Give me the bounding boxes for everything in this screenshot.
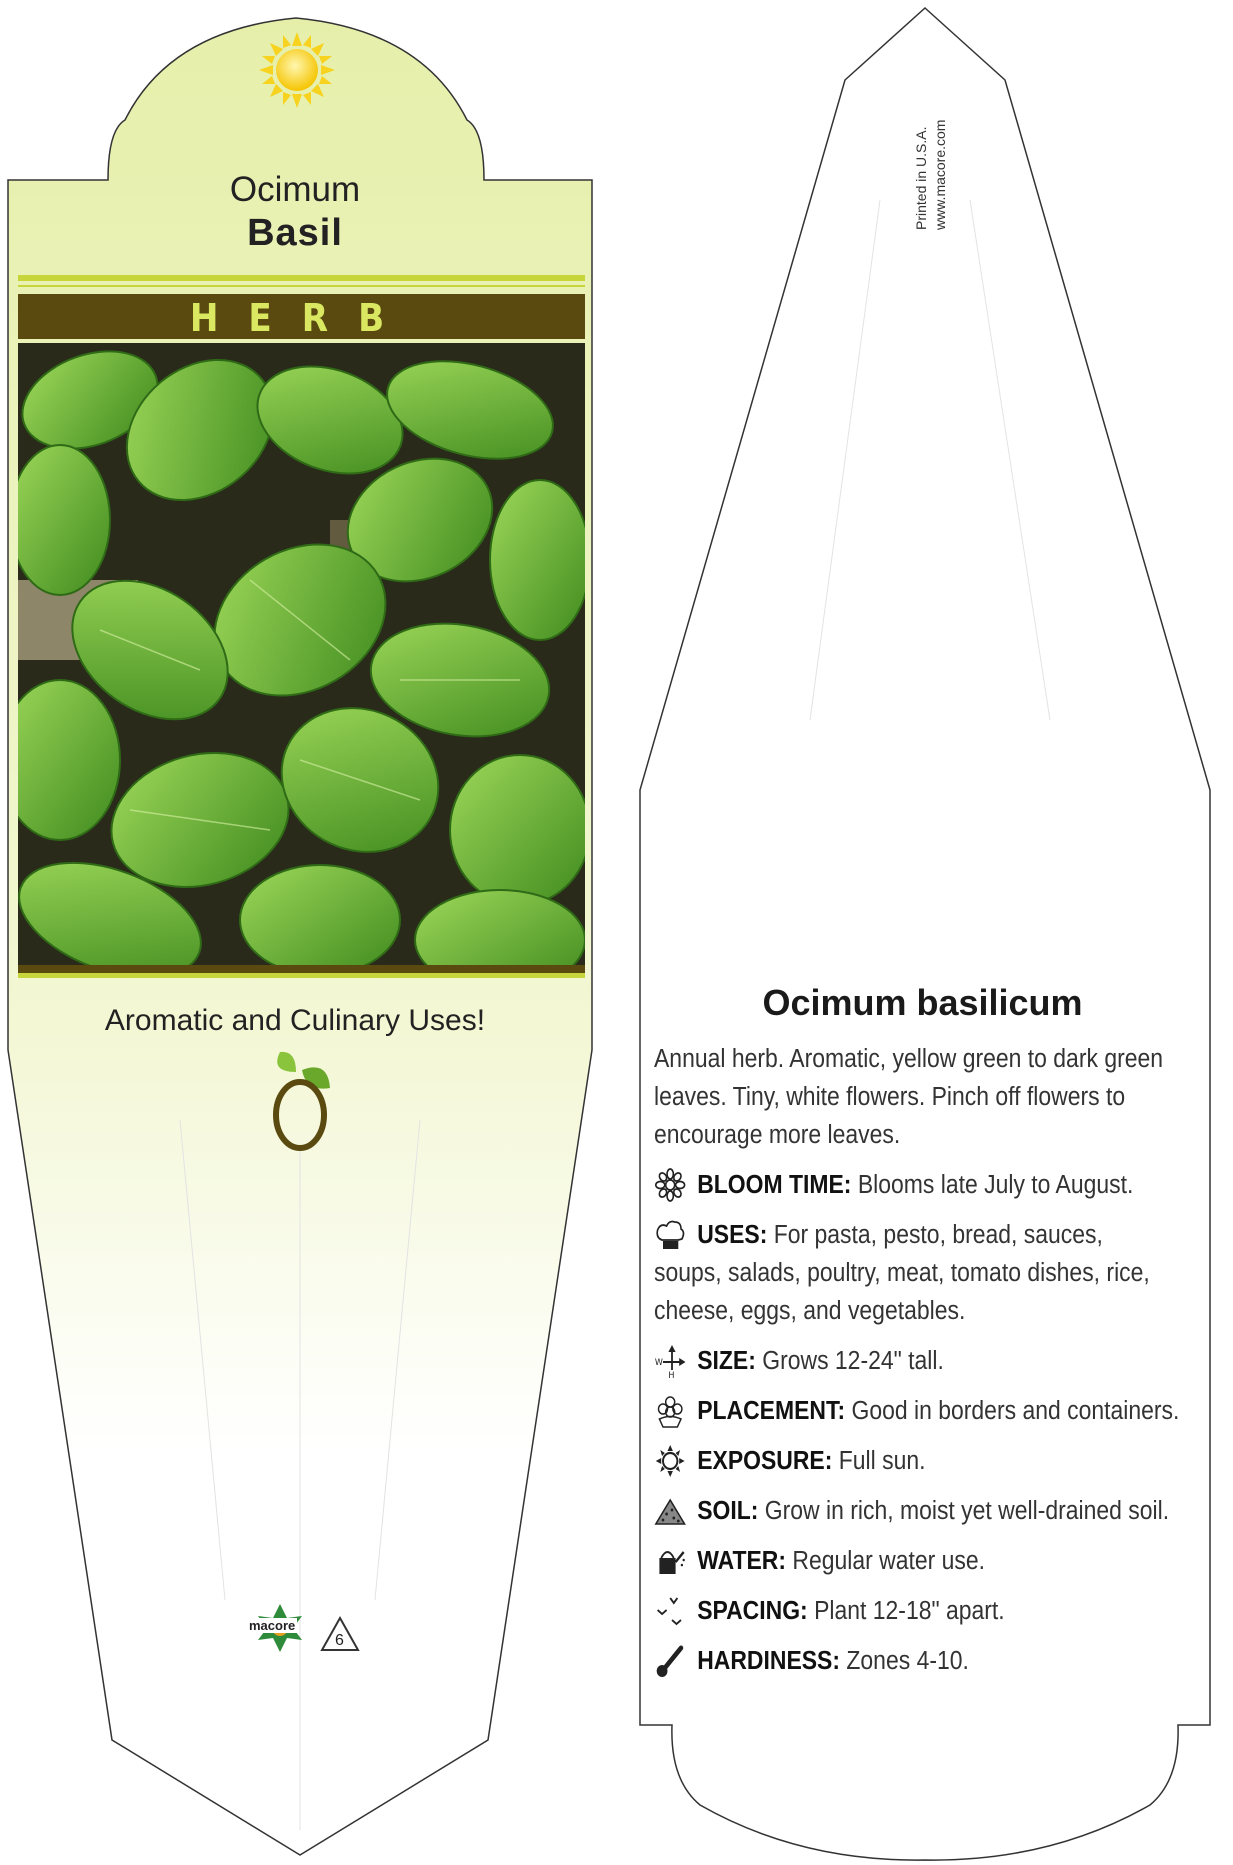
size-icon-h: H bbox=[668, 1370, 675, 1378]
bloom-time-value: Blooms late July to August. bbox=[857, 1171, 1134, 1199]
watering-can-icon bbox=[654, 1544, 686, 1578]
water-value: Regular water use. bbox=[792, 1547, 986, 1575]
spacing-label: SPACING: bbox=[697, 1597, 808, 1625]
uses-row bbox=[654, 1216, 1171, 1330]
placement-icon bbox=[654, 1394, 686, 1428]
soil-label: SOIL: bbox=[697, 1497, 759, 1525]
website: www.macore.com bbox=[932, 119, 948, 230]
exposure-label: EXPOSURE: bbox=[697, 1447, 833, 1475]
spacing-row bbox=[654, 1592, 1214, 1630]
tagline: Aromatic and Culinary Uses! bbox=[104, 1004, 486, 1037]
thermometer-icon bbox=[654, 1644, 686, 1678]
water-row bbox=[654, 1542, 1214, 1580]
botanical-name: Ocimum basilicum bbox=[762, 982, 1083, 1023]
recycle-code: 6 bbox=[335, 1632, 344, 1649]
sun-icon bbox=[259, 32, 335, 108]
macore-logo-text: macore bbox=[249, 1618, 296, 1633]
soil-value: Grow in rich, moist yet well-drained soil. bbox=[764, 1497, 1170, 1525]
placement-row bbox=[654, 1392, 1214, 1430]
plant-description: Annual herb. Aromatic, yellow green to dark green leaves. Tiny, white flowers. Pinch off flowers to encourage more leaves. bbox=[654, 1045, 1164, 1149]
soil-icon bbox=[654, 1494, 686, 1528]
placement-label: PLACEMENT: bbox=[697, 1397, 846, 1425]
size-label: SIZE: bbox=[697, 1347, 756, 1375]
sun-outline-icon bbox=[654, 1444, 686, 1478]
water-label: WATER: bbox=[697, 1547, 787, 1575]
care-info bbox=[654, 1040, 1180, 1680]
size-icon-w: W bbox=[654, 1357, 663, 1369]
genus-label: Ocimum bbox=[229, 170, 361, 209]
hardiness-label: HARDINESS: bbox=[697, 1647, 841, 1675]
size-row bbox=[654, 1342, 1214, 1380]
hardiness-value: Zones 4-10. bbox=[846, 1647, 969, 1675]
size-value: Grows 12-24" tall. bbox=[762, 1347, 944, 1375]
printed-in-usa: Printed in U.S.A. bbox=[913, 126, 929, 230]
printed-info bbox=[912, 30, 956, 230]
hardiness-row bbox=[654, 1642, 1214, 1680]
bloom-time-label: BLOOM TIME: bbox=[697, 1171, 852, 1199]
uses-label: USES: bbox=[697, 1221, 768, 1249]
soil-row bbox=[654, 1492, 1214, 1530]
spacing-icon bbox=[654, 1594, 686, 1628]
chef-hat-icon bbox=[654, 1218, 686, 1252]
exposure-value: Full sun. bbox=[838, 1447, 926, 1475]
herb-bar-bottom bbox=[18, 965, 585, 973]
flower-icon bbox=[654, 1168, 686, 1202]
uses-value: For pasta, pesto, bread, sauces, soups, salads, poultry, meat, tomato dishes, rice, cheese, eggs, and vegetables. bbox=[654, 1221, 1150, 1325]
size-arrows-icon bbox=[654, 1344, 686, 1378]
bloom-time-row bbox=[654, 1166, 1214, 1204]
category-label: HERB bbox=[189, 296, 415, 340]
placement-value: Good in borders and containers. bbox=[851, 1397, 1180, 1425]
spacing-value: Plant 12-18" apart. bbox=[814, 1597, 1005, 1625]
exposure-row bbox=[654, 1442, 1214, 1480]
basil-photo bbox=[0, 331, 590, 999]
plant-common-name: Basil bbox=[247, 212, 343, 254]
